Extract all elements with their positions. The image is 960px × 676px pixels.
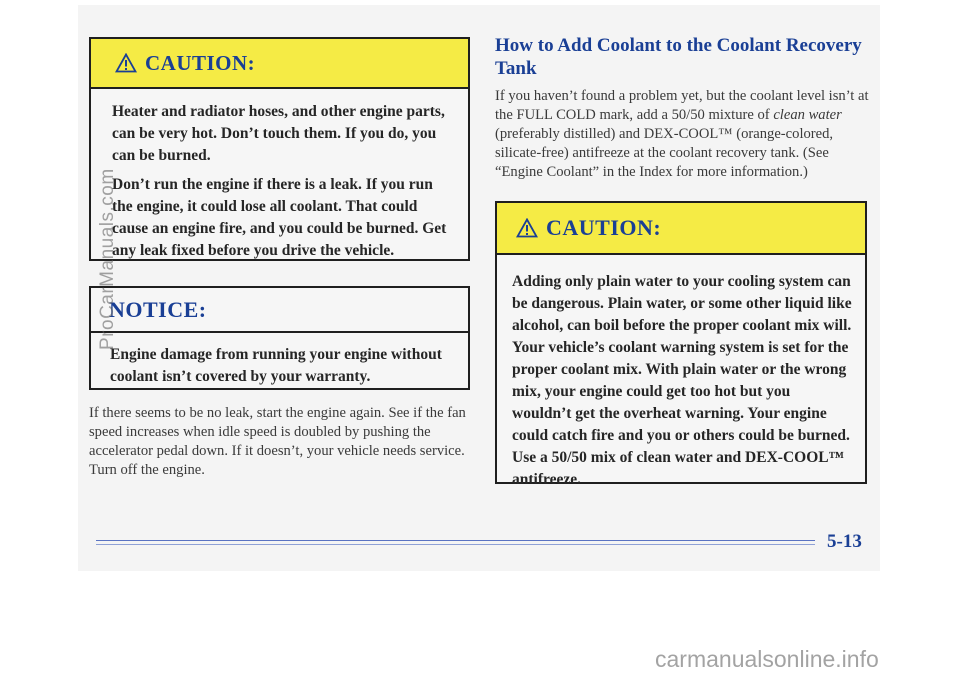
notice-body — [91, 333, 468, 388]
caution-title: CAUTION: — [546, 215, 662, 240]
footer-rule — [96, 544, 815, 545]
warning-triangle-icon — [516, 218, 538, 238]
section-heading: How to Add Coolant to the Coolant Recovery Tank — [495, 35, 862, 79]
side-watermark: ProCarManuals.com — [97, 168, 118, 350]
caution-box-plain-water — [495, 201, 867, 488]
caution-body — [91, 89, 468, 262]
caution-header — [497, 203, 865, 255]
caution-paragraph: Adding only plain water to your cooling system can be dangerous. Plain water, or some other liquid like alcohol, can boil before the proper coolant mix will. Your vehicle’s coolant warning system is set for the proper coolant mix. With plain water or the wrong mix, your engine could get too hot but you wouldn’t get the overheat warning. Your engine could catch fire and you or others could be burned. Use a 50/50 mix of clean water and DEX-COOL™ antifreeze. — [512, 273, 852, 488]
caution-paragraph: Don’t run the engine if there is a leak. If you run the engine, it could lose all coolant. That could cause an engine fire, and you could be burned. Get any leak fixed before you drive the vehicle. — [112, 176, 447, 259]
notice-header — [91, 288, 468, 333]
caution-header — [91, 39, 468, 89]
caution-body — [497, 255, 865, 491]
add-coolant-paragraph — [495, 87, 870, 182]
caution-title: CAUTION: — [145, 50, 256, 75]
restart-engine-paragraph: If there seems to be no leak, start the engine again. See if the fan speed increases when idle speed is doubled by pushing the accelerator pedal down. If it doesn’t, your vehicle needs service. Turn off the engine. — [89, 405, 466, 478]
paragraph-text: If you haven’t found a problem yet, but the coolant level isn’t at the FULL COLD mark, add a 50/50 mixture of — [495, 88, 869, 123]
page-number: 5-13 — [827, 531, 862, 552]
notice-title: NOTICE: — [109, 296, 207, 322]
paragraph-text: (preferably distilled) and DEX-COOL™ (orange-colored, silicate-free) antifreeze at the coolant recovery tank. (See “Engine Coolant” in the Index for more information.) — [495, 126, 834, 180]
notice-text: Engine damage from running your engine without coolant isn’t covered by your warranty. — [110, 346, 442, 385]
caution-paragraph: Heater and radiator hoses, and other engine parts, can be very hot. Don’t touch them. If you do, you can be burned. — [112, 103, 445, 164]
emphasis-clean-water: clean water — [773, 107, 842, 123]
caution-box-hot-parts — [89, 37, 470, 261]
warning-triangle-icon — [115, 53, 137, 73]
notice-box — [89, 286, 470, 390]
footer-rule — [96, 540, 815, 541]
bottom-watermark: carmanualsonline.info — [655, 646, 879, 672]
